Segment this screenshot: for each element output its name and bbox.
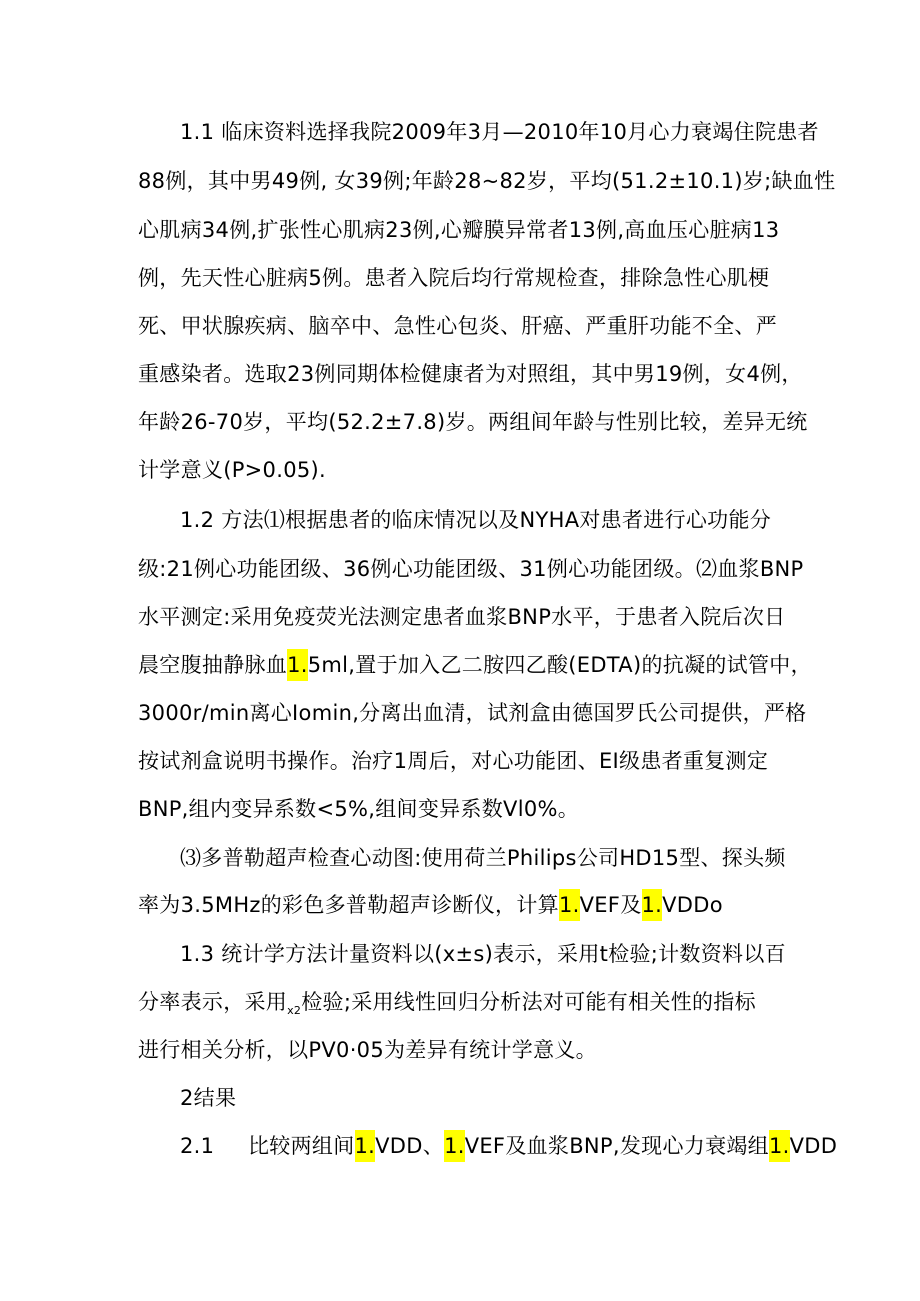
text-run: 进行相关分析，以PV0·05为差异有统计学意义。 (138, 1038, 597, 1062)
paragraph-line (138, 161, 836, 201)
highlighted-text: 1. (287, 649, 308, 681)
text-run: 晨空腹抽静脉血 (138, 653, 288, 677)
highlighted-text: 1. (444, 1130, 465, 1162)
highlighted-text: 1. (355, 1130, 376, 1162)
text-run: 5ml,置于加入乙二胺四乙酸(EDTA)的抗凝的试管中， (307, 653, 812, 677)
text-run: 2结果 (180, 1086, 237, 1110)
text-run: 88例，其中男49例, 女39例;年龄28~82岁，平均(51.2±10.1)岁;缺血性 (138, 169, 836, 193)
paragraph-line (138, 354, 803, 394)
section-heading (180, 1078, 830, 1118)
text-run: 比较两组间 (248, 1134, 355, 1158)
paragraph-line (138, 741, 788, 781)
text-run: VDD (789, 1134, 838, 1158)
text-run: 按试剂盒说明书操作。治疗1周后，对心功能团、EI级患者重复测定 (138, 749, 769, 773)
paragraph-line (138, 210, 788, 250)
paragraph-line (138, 1030, 788, 1070)
text-run: 水平测定:采用免疫荧光法测定患者血浆BNP水平，于患者入院后次日 (138, 605, 786, 629)
text-run: 率为3.5MHz的彩色多普勒超声诊断仪，计算 (138, 893, 559, 917)
highlighted-text: 1. (559, 889, 580, 921)
highlighted-text: 1. (642, 889, 663, 921)
text-run: 1.3 统计学方法计量资料以(x±s)表示，采用t检验;计数资料以百 (180, 942, 786, 966)
text-run: 例，先天性心脏病5例。患者入院后均行常规检查，排除急性心肌梗 (138, 266, 770, 290)
text-run: 3000r/min离心Iomin,分离出血清，试剂盒由德国罗氏公司提供，严格 (138, 701, 807, 725)
paragraph-line (138, 549, 804, 589)
text-run: 心肌病34例,扩张性心肌病23例,心瓣膜异常者13例,高血压心脏病13 (138, 218, 780, 242)
text-run: ⑶多普勒超声检查心动图:使用荷兰Philips公司HD15型、探头频 (180, 846, 786, 870)
text-run: 重感染者。选取23例同期体检健康者为对照组，其中男19例，女4例， (138, 362, 803, 386)
text-run: 2.1 (180, 1134, 215, 1158)
paragraph-line (138, 982, 788, 1022)
chi-square-symbol: x2 (287, 1004, 302, 1018)
text-run: 级:21例心功能团级、36例心功能团级、31例心功能团级。⑵血浆BNP (138, 557, 804, 581)
paragraph-line (138, 258, 788, 298)
paragraph-line (138, 306, 788, 346)
text-run: 死、甲状腺疾病、脑卒中、急性心包炎、肝癌、严重肝功能不全、严 (138, 314, 777, 338)
paragraph-line (180, 500, 830, 540)
paragraph-line (180, 1126, 838, 1166)
text-run: 分率表示，采用 (138, 990, 288, 1014)
paragraph-line (138, 645, 812, 685)
text-run: 1.1 临床资料选择我院2009年3月—2010年10月心力衰竭住院患者 (180, 120, 819, 144)
text-run: VDD、 (375, 1134, 445, 1158)
paragraph-line (180, 838, 830, 878)
text-run: 年龄26-70岁，平均(52.2±7.8)岁。两组间年龄与性别比较，差异无统 (138, 410, 808, 434)
text-run: VEF及血浆BNP,发现心力衰竭组 (464, 1134, 769, 1158)
text-run: VDDo (662, 893, 723, 917)
paragraph-line (138, 402, 808, 442)
text-run: 1.2 方法⑴根据患者的临床情况以及NYHA对患者进行心功能分 (180, 508, 772, 532)
highlighted-text: 1. (769, 1130, 790, 1162)
paragraph-line (180, 934, 830, 974)
text-run: BNP,组内变异系数<5%,组间变异系数Vl0%。 (138, 797, 580, 821)
paragraph-line (138, 885, 788, 925)
paragraph-line (138, 693, 807, 733)
paragraph-line (138, 789, 788, 829)
paragraph-line (180, 112, 830, 152)
text-run: 检验;采用线性回归分析法对可能有相关性的指标 (301, 990, 756, 1014)
paragraph-line (138, 450, 788, 490)
text-run: VEF及 (579, 893, 642, 917)
paragraph-line (138, 597, 788, 637)
text-run: 计学意义(P>0.05). (138, 458, 326, 482)
